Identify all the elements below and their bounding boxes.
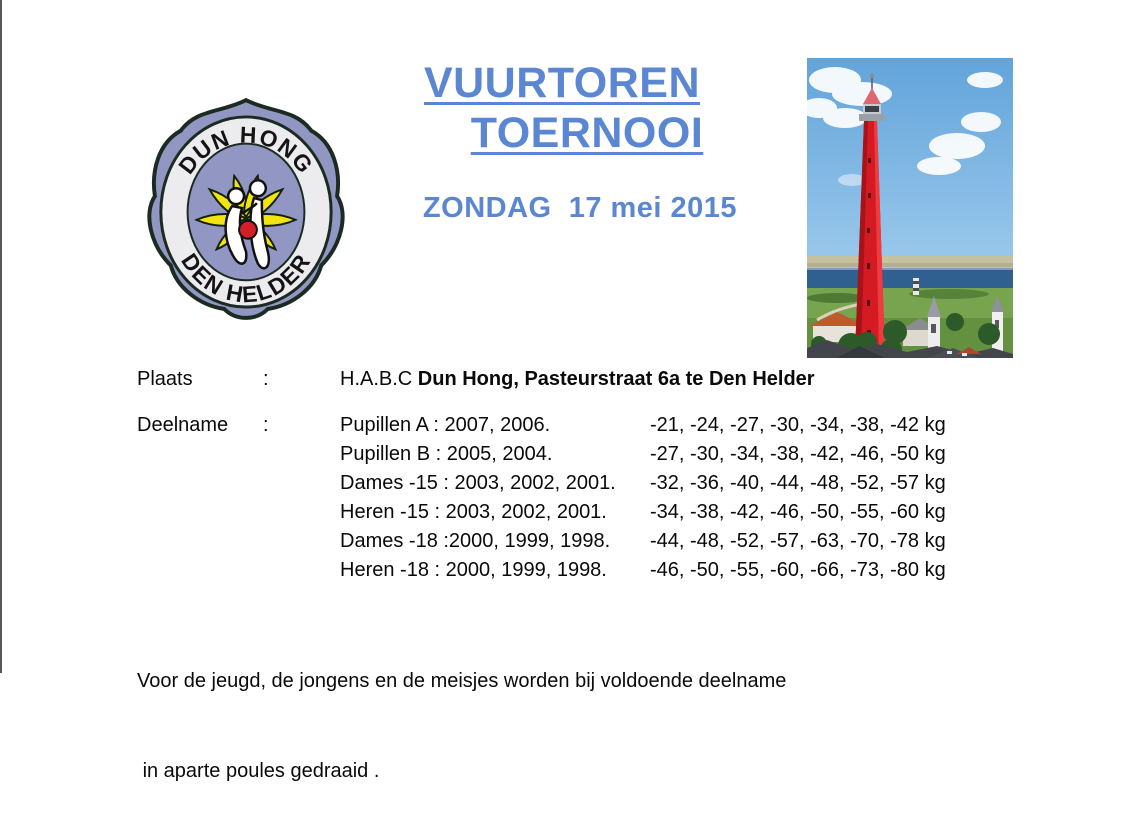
deelname-row xyxy=(137,411,946,440)
weights-cell: -46, -50, -55, -60, -66, -73, -80 kg xyxy=(650,559,946,581)
page-left-border xyxy=(0,0,2,673)
weights-cell: -21, -24, -27, -30, -34, -38, -42 kg xyxy=(650,414,946,436)
plaats-colon: : xyxy=(263,368,269,390)
deelname-row xyxy=(137,469,946,498)
sea-highlight xyxy=(807,268,1013,270)
category-cell: Heren -18 : 2000, 1999, 1998. xyxy=(340,559,607,581)
info-section xyxy=(137,366,946,585)
weights-cell: -27, -30, -34, -38, -42, -46, -50 kg xyxy=(650,443,946,465)
weights-cell: -44, -48, -52, -57, -63, -70, -78 kg xyxy=(650,530,946,552)
badge-center-dot-icon xyxy=(239,221,257,239)
title-line-2: TOERNOOI xyxy=(470,109,704,157)
plaats-value xyxy=(340,366,815,392)
footer-line-1: Voor de jeugd, de jongens en de meisjes worden bij voldoende deelname xyxy=(137,670,787,692)
deelname-section xyxy=(137,411,946,585)
plaats-label: Plaats xyxy=(137,368,193,390)
weights-cell: -34, -38, -42, -46, -50, -55, -60 kg xyxy=(650,501,946,523)
dune-shadow xyxy=(807,263,1013,267)
badge-text-top: DUN HONG xyxy=(173,121,319,179)
footer-note xyxy=(137,606,786,816)
deelname-row xyxy=(137,440,946,469)
event-date: ZONDAG 17 mei 2015 xyxy=(422,192,738,224)
category-cell: Pupillen B : 2005, 2004. xyxy=(340,443,553,465)
striped-beacon-icon xyxy=(913,278,919,295)
sea xyxy=(807,268,1013,290)
deelname-label: Deelname xyxy=(137,414,229,436)
club-badge-logo xyxy=(147,96,345,324)
deelname-colon: : xyxy=(263,414,269,436)
lighthouse-photo xyxy=(807,58,1013,358)
plaats-row xyxy=(137,366,946,392)
category-cell: Heren -15 : 2003, 2002, 2001. xyxy=(340,501,607,523)
plaats-value-prefix: H.A.B.C xyxy=(340,368,418,390)
hedge xyxy=(909,289,989,299)
category-cell: Dames -15 : 2003, 2002, 2001. xyxy=(340,472,616,494)
category-cell: Dames -18 :2000, 1999, 1998. xyxy=(340,530,611,552)
deelname-row xyxy=(137,556,946,585)
weights-cell: -32, -36, -40, -44, -48, -52, -57 kg xyxy=(650,472,946,494)
category-cell: Pupillen A : 2007, 2006. xyxy=(340,414,551,436)
deelname-row xyxy=(137,527,946,556)
badge-text-bottom: DEN HELDER xyxy=(176,248,316,308)
title-line-1: VUURTOREN xyxy=(423,59,701,107)
deelname-row xyxy=(137,498,946,527)
footer-line-2: in aparte poules gedraaid . xyxy=(137,760,380,782)
title-block xyxy=(415,58,755,225)
plaats-value-bold: Dun Hong, Pasteurstraat 6a te Den Helder xyxy=(417,368,815,390)
